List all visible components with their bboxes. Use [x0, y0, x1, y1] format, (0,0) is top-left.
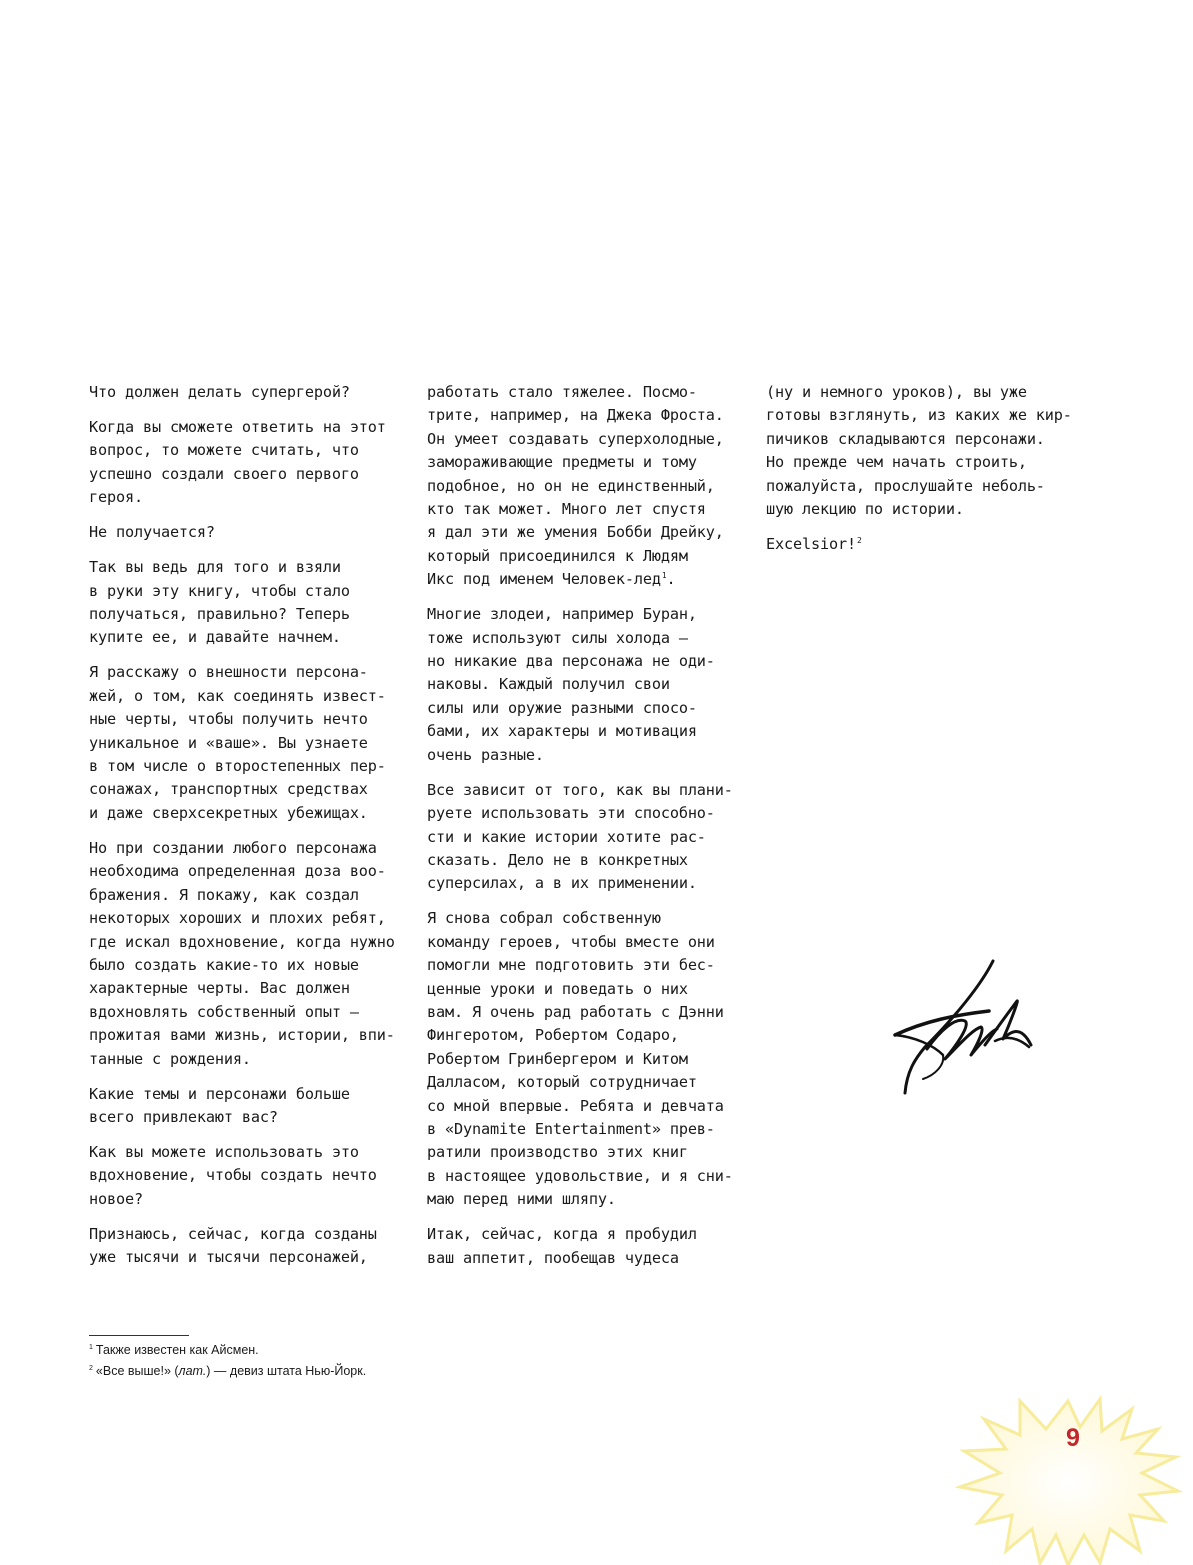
paragraph-excelsior: [766, 533, 1086, 556]
paragraph: [89, 521, 399, 544]
paragraph: [427, 1223, 747, 1270]
line: Какие темы и персонажи больше: [89, 1084, 350, 1103]
footnote-ref-1[interactable]: 1: [661, 571, 667, 581]
line: в «Dynamite Entertainment» прев-: [427, 1119, 715, 1138]
paragraph: [89, 556, 399, 650]
line: ваш аппетит, пообещав чудеса: [427, 1248, 679, 1267]
line: помогли мне подготовить эти бес-: [427, 956, 715, 975]
line: было создать какие-то их новые: [89, 955, 359, 974]
line-end: .: [666, 570, 676, 589]
line: (ну и немного уроков), вы уже: [766, 383, 1027, 401]
signature-icon: [885, 955, 1040, 1105]
line: где искал вдохновение, когда нужно: [89, 932, 395, 951]
line: готовы взглянуть, из каких же кир-: [766, 406, 1072, 425]
line: вдохновлять собственный опыт —: [89, 1002, 359, 1021]
line: жей, о том, как соединять извест-: [89, 686, 386, 705]
line: Многие злодеи, например Буран,: [427, 605, 697, 624]
line: кто так может. Много лет спустя: [427, 500, 706, 519]
line: получаться, правильно? Теперь: [89, 605, 350, 624]
line: танные с рождения.: [89, 1049, 251, 1068]
line: характерные черты. Вас должен: [89, 979, 350, 998]
line: работать стало тяжелее. Посмо-: [427, 383, 697, 401]
text-column-1: [89, 381, 399, 1281]
line: тоже используют силы холода —: [427, 628, 688, 647]
line: ратили производство этих книг: [427, 1143, 688, 1162]
footnote-number: 2: [89, 1365, 93, 1372]
line: Что должен делать супергерой?: [89, 383, 350, 401]
line: Когда вы сможете ответить на этот: [89, 418, 386, 436]
line: бами, их характеры и мотивация: [427, 722, 697, 741]
text-column-2: [427, 381, 747, 1282]
line: Робертом Гринбергером и Китом: [427, 1049, 688, 1068]
line: в настоящее удовольствие, и я сни-: [427, 1166, 733, 1185]
footnote-text: Также известен как Айсмен.: [95, 1343, 259, 1357]
footnote-2: [89, 1361, 366, 1382]
line: героя.: [89, 488, 143, 507]
paragraph: [427, 907, 747, 1211]
line: вдохновение, чтобы создать нечто: [89, 1166, 377, 1185]
line: уже тысячи и тысячи персонажей,: [89, 1248, 368, 1267]
paragraph: [89, 661, 399, 825]
line: прожитая вами жизнь, истории, впи-: [89, 1026, 395, 1045]
line: пичиков складываются персонажи.: [766, 429, 1045, 448]
line: всего привлекают вас?: [89, 1107, 278, 1126]
excelsior-text: Excelsior!: [766, 535, 856, 554]
line: подобное, но он не единственный,: [427, 476, 715, 495]
line: Не получается?: [89, 523, 215, 542]
paragraph: [427, 779, 747, 896]
footnote-italic: лат.: [178, 1364, 207, 1378]
line: бражения. Я покажу, как создал: [89, 885, 359, 904]
footnotes: [89, 1340, 366, 1382]
line: Фингеротом, Робертом Содаро,: [427, 1026, 679, 1045]
line: замораживающие предметы и тому: [427, 453, 697, 472]
line: необходима определенная доза воо-: [89, 862, 386, 881]
paragraph: [89, 1141, 399, 1211]
line: руете использовать эти способно-: [427, 804, 715, 823]
line: Далласом, который сотрудничает: [427, 1073, 697, 1092]
line: Я снова собрал собственную: [427, 909, 661, 928]
line: вопрос, то можете считать, что: [89, 441, 359, 460]
line: пожалуйста, прослушайте неболь-: [766, 476, 1045, 495]
line: очень разные.: [427, 745, 544, 764]
line: я дал эти же умения Бобби Дрейку,: [427, 523, 724, 542]
line: [427, 568, 747, 591]
footnote-text: ) — девиз штата Нью-Йорк.: [206, 1364, 367, 1378]
line: Признаюсь, сейчас, когда созданы: [89, 1224, 377, 1243]
line: Так вы ведь для того и взяли: [89, 558, 341, 577]
line-text: Икс под именем Человек-лед: [427, 570, 661, 589]
line: Я расскажу о внешности персона-: [89, 663, 368, 682]
paragraph: [89, 1223, 399, 1270]
line: наковы. Каждый получил свои: [427, 675, 670, 694]
line: ные черты, чтобы получить нечто: [89, 710, 368, 729]
line: успешно создали своего первого: [89, 464, 359, 483]
line: в том числе о второстепенных пер-: [89, 757, 386, 776]
line: Но прежде чем начать строить,: [766, 453, 1027, 472]
line: который присоединился к Людям: [427, 546, 688, 565]
footnote-divider: [89, 1335, 189, 1336]
line: Все зависит от того, как вы плани-: [427, 780, 733, 799]
paragraph: [427, 381, 747, 592]
line: шую лекцию по истории.: [766, 500, 964, 519]
line: купите ее, и давайте начнем.: [89, 628, 341, 647]
line: в руки эту книгу, чтобы стало: [89, 581, 350, 600]
line: и даже сверхсекретных убежищах.: [89, 803, 368, 822]
line: вам. Я очень рад работать с Дэнни: [427, 1002, 724, 1021]
line: Итак, сейчас, когда я пробудил: [427, 1225, 697, 1244]
line: но никакие два персонажа не оди-: [427, 652, 715, 671]
paragraph: [89, 837, 399, 1071]
line: маю перед ними шляпу.: [427, 1190, 616, 1209]
line: некоторых хороших и плохих ребят,: [89, 909, 386, 928]
paragraph: [89, 381, 399, 404]
footnote-text: «Все выше!» (: [95, 1364, 179, 1378]
line: трите, например, на Джека Фроста.: [427, 406, 724, 425]
line: ценные уроки и поведать о них: [427, 979, 688, 998]
starburst-icon: [950, 1395, 1193, 1565]
line: Как вы можете использовать это: [89, 1142, 359, 1161]
line: сказать. Дело не в конкретных: [427, 850, 688, 869]
line: суперсилах, а в их применении.: [427, 874, 697, 893]
line: новое?: [89, 1189, 143, 1208]
paragraph: [89, 1083, 399, 1130]
line: сонажах, транспортных средствах: [89, 780, 368, 799]
paragraph: [766, 381, 1086, 521]
line: уникальное и «ваше». Вы узнаете: [89, 733, 368, 752]
line: со мной впервые. Ребята и девчата: [427, 1096, 724, 1115]
paragraph: [427, 603, 747, 767]
line: силы или оружие разными спосо-: [427, 698, 697, 717]
paragraph: [89, 416, 399, 510]
line: команду героев, чтобы вместе они: [427, 932, 715, 951]
line: Но при создании любого персонажа: [89, 838, 377, 857]
line: Он умеет создавать суперхолодные,: [427, 429, 724, 448]
line: сти и какие истории хотите рас-: [427, 827, 706, 846]
footnote-ref-2[interactable]: 2: [856, 536, 862, 546]
page-number: 9: [1066, 1424, 1080, 1452]
footnote-1: [89, 1340, 366, 1361]
paragraph-lines: [427, 381, 747, 568]
footnote-number: 1: [89, 1344, 93, 1351]
text-column-3: [766, 381, 1086, 568]
